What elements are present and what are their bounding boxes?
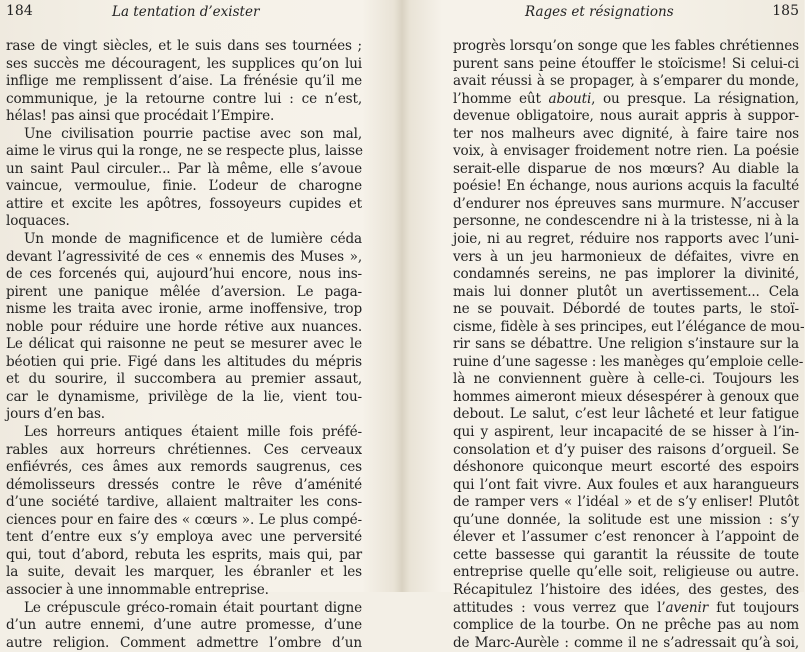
- text-line: ne se pouvait. Débordé de toutes parts, le stoï-: [453, 301, 799, 318]
- text-line: rables aux horreurs chrétiennes. Ces cerveaux: [6, 441, 362, 458]
- text-line: béotien qui prie. Figé dans les altitudes du mépris: [6, 353, 362, 370]
- text-line: purent sans peine étouffer le stoïcisme! Si celui-ci: [453, 55, 799, 72]
- text-line: entreprise quelle qu’elle soit, religieuse ou autre.: [453, 564, 799, 581]
- text-line: condamnés sereins, ne pas implorer la divinité,: [453, 266, 799, 283]
- text-line: poésie! En échange, nous aurions acquis la faculté: [453, 178, 799, 195]
- right-page-header: [453, 0, 799, 24]
- text-line: inflige me remplissent d’aise. La frénésie qu’il me: [6, 73, 362, 90]
- text-line: qu’une donnée, la solitude est une mission : s’y: [453, 511, 799, 528]
- text-line: joie, ni au regret, réduire nos rapports avec l’uni-: [453, 231, 799, 248]
- text-line: debout. Le salut, c’est leur lâcheté et leur fatigue: [453, 406, 799, 423]
- text-line: qui l’ont fait vivre. Aux foules et aux harangueurs: [453, 476, 799, 493]
- text-line: qui, tout d’abord, rebuta les esprits, mais qui, par: [6, 546, 362, 563]
- text-line: la suite, devait les marquer, les ébranler et les: [6, 564, 362, 581]
- text-line: vaincue, vermoulue, finie. L’odeur de charogne: [6, 178, 362, 195]
- text-line: qui y aspirent, leur incapacité de se hisser à l’in-: [453, 424, 799, 441]
- right-page-text: [453, 38, 805, 652]
- text-line: enfiévrés, ces âmes aux remords saugrenus, ces: [6, 459, 362, 476]
- text-line: loquaces.: [6, 213, 70, 230]
- left-page-number: 184: [6, 3, 33, 19]
- left-page: [6, 0, 363, 651]
- text-line: ruine d’une sagesse : les manèges qu’emploie celle-: [453, 353, 804, 370]
- text-line: voix, à envisager froidement notre rien. La poésie: [453, 143, 799, 160]
- text-line: attire et excite les apôtres, fossoyeurs cupides et: [6, 195, 362, 212]
- text-line: ter nos malheurs avec dignité, à faire taire nos: [453, 125, 799, 142]
- text-line: de Marc-Aurèle : comme il ne s’adressait qu’à soi,: [453, 634, 799, 651]
- left-page-header: [6, 0, 362, 24]
- text-line: devant l’agressivité de ces « ennemis des Muses »,: [6, 248, 362, 265]
- text-line: d’un autre ennemi, d’une autre promesse, d’une: [6, 617, 362, 634]
- text-line: aime le virus qui la ronge, ne se respecte plus, laisse: [6, 143, 363, 160]
- text-line: pirent une panique mêlée d’aversion. Le paga-: [6, 283, 362, 300]
- text-line: Une civilisation pourrie pactise avec son mal,: [24, 125, 362, 142]
- text-line: consolation et d’y puiser des raisons d’orgueil. Se: [453, 441, 799, 458]
- text-line: rase de vingt siècles, et le suis dans ses tournées ;: [6, 38, 362, 54]
- text-line: devenue obligatoire, nous aurait appris à suppor-: [453, 108, 799, 125]
- text-line: cette bassesse qui garantit la réussite de toute: [453, 546, 799, 563]
- text-line: démolisseurs dressés contre le rêve d’aménité: [6, 476, 362, 493]
- right-page: [453, 0, 805, 651]
- text-line: personne, ne condescendre ni à la tristesse, ni à la: [453, 213, 799, 230]
- text-line: Les horreurs antiques étaient mille fois préfé-: [24, 424, 362, 441]
- text-line: d’une société tardive, allaient maltraiter les cons-: [6, 494, 362, 511]
- text-line: associer à une innommable entreprise.: [6, 581, 269, 598]
- text-line: mais lui donner plutôt un avertissement... Cela: [453, 283, 799, 300]
- text-line: là ne conviennent guère à celle-ci. Toujours les: [453, 371, 799, 388]
- text-line: noble pour réduire une horde rétive aux nuances.: [6, 318, 362, 335]
- text-line: de ramper vers « l’idéal » et de s’y enliser! Plutôt: [453, 494, 799, 511]
- text-line: ses succès me découragent, les supplices qu’on lui: [6, 55, 362, 72]
- text-line: progrès lorsqu’on songe que les fables chrétiennes: [453, 38, 799, 54]
- text-line: Récapitulez l’histoire des idées, des gestes, des: [453, 581, 799, 598]
- text-line: nisme les traita avec ironie, arme inoffensive, trop: [6, 301, 362, 318]
- left-page-text: [6, 38, 362, 652]
- text-line: serait-elle disparue de nos mœurs? Au diable la: [453, 160, 799, 177]
- text-line: communique, je la retourne contre lui : ce n’est,: [6, 90, 362, 107]
- right-running-title: Rages et résignations: [525, 4, 674, 20]
- text-line: élever et l’assumer c’est renoncer à l’appoint de: [453, 529, 799, 546]
- text-line: attitudes : vous verrez que l’avenir fut toujours: [453, 599, 799, 616]
- text-line: Le délicat qui raisonne ne peut se mesurer avec le: [6, 336, 362, 353]
- text-line: hommes aimeront mieux désespérer à genoux que: [453, 388, 799, 405]
- text-line: de ces forcenés qui, aujourd’hui encore, nous ins-: [6, 266, 362, 283]
- left-running-title: La tentation d’exister: [112, 4, 260, 20]
- text-line: cisme, fidèle à ses principes, eut l’élégance de mou-: [453, 318, 805, 335]
- text-line: autre religion. Comment admettre l’ombre d’un: [6, 634, 362, 651]
- text-line: complice de la tourbe. On ne prêche pas au nom: [453, 617, 799, 634]
- text-line: un saint Paul circuler... Par là même, elle s’avoue: [6, 160, 362, 177]
- text-line: Le crépuscule gréco-romain était pourtant digne: [24, 599, 362, 616]
- text-line: et du sourire, il succombera au premier assaut,: [6, 371, 362, 388]
- text-line: ciences pour en faire des « cœurs ». Le plus compé-: [6, 511, 362, 528]
- text-line: rir sans se débattre. Une religion s’instaure sur la: [453, 336, 799, 353]
- text-line: car le dynamisme, privilège de la lie, vient tou-: [6, 388, 362, 405]
- text-line: Un monde de magnificence et de lumière céda: [24, 231, 362, 248]
- text-line: tent d’entre eux s’y employa avec une perversité: [6, 529, 362, 546]
- text-line: l’homme eût abouti, ou presque. La résignation,: [453, 90, 799, 107]
- text-line: d’endurer nos épreuves sans murmure. N’accuser: [453, 195, 799, 212]
- text-line: hélas! pas ainsi que procédait l’Empire.: [6, 108, 275, 125]
- text-line: jours d’en bas.: [6, 406, 105, 423]
- text-line: avait réussi à se propager, à s’emparer du monde,: [453, 73, 799, 90]
- right-page-number: 185: [772, 3, 799, 19]
- text-line: vers à un jeu harmonieux de défaites, vivre en: [453, 248, 799, 265]
- text-line: déshonore quiconque meurt escorté des espoirs: [453, 459, 799, 476]
